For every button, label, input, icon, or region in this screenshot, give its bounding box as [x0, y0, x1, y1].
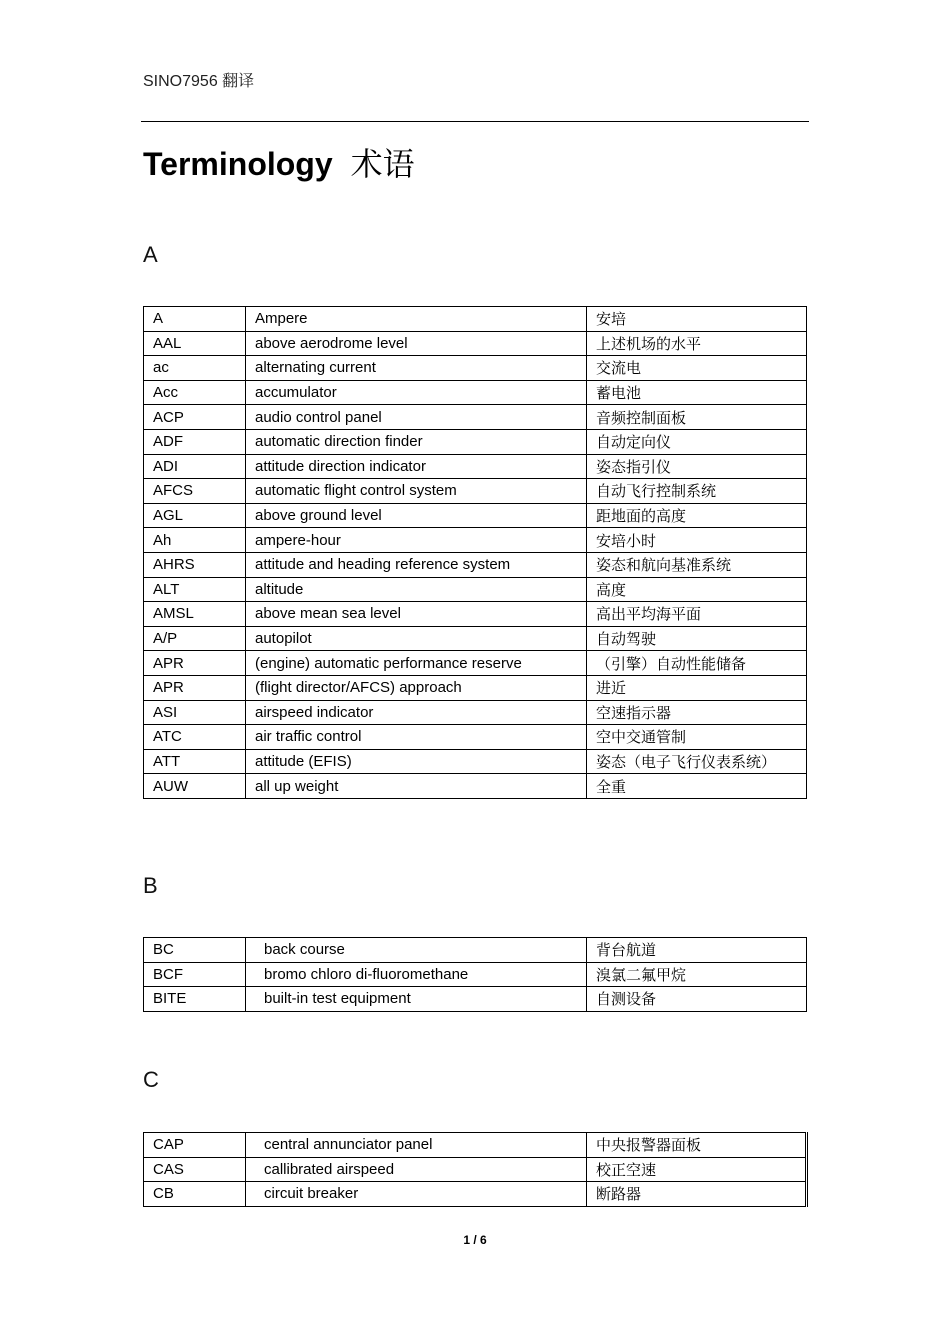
abbreviation-cell: CAP: [144, 1133, 246, 1158]
table-row: [144, 700, 807, 725]
english-term-cell: altitude: [246, 577, 587, 602]
table-row: [144, 749, 807, 774]
english-term-cell: above ground level: [246, 503, 587, 528]
abbreviation-cell: ATC: [144, 725, 246, 750]
chinese-term-cell: 自动驾驶: [587, 626, 807, 651]
english-term-cell: callibrated airspeed: [246, 1157, 587, 1182]
english-term-cell: airspeed indicator: [246, 700, 587, 725]
table-row: [144, 774, 807, 799]
chinese-term-cell: 自动飞行控制系统: [587, 479, 807, 504]
table-row: [144, 651, 807, 676]
abbreviation-cell: AGL: [144, 503, 246, 528]
chinese-term-cell: 空速指示器: [587, 700, 807, 725]
chinese-term-cell: 姿态（电子飞行仪表系统）: [587, 749, 807, 774]
chinese-term-cell: 交流电: [587, 356, 807, 381]
title-chinese: 术语: [350, 145, 415, 183]
section-heading-b: B: [143, 873, 158, 898]
abbreviation-cell: ASI: [144, 700, 246, 725]
page-header: SINO7956 翻译: [143, 73, 255, 90]
chinese-term-cell: 距地面的高度: [587, 503, 807, 528]
chinese-term-cell: 自测设备: [587, 987, 807, 1012]
chinese-term-cell: 背台航道: [587, 938, 807, 963]
english-term-cell: accumulator: [246, 380, 587, 405]
chinese-term-cell: 安培: [587, 307, 807, 332]
abbreviation-cell: ADF: [144, 429, 246, 454]
section-heading-c: C: [143, 1067, 159, 1092]
english-term-cell: above mean sea level: [246, 602, 587, 627]
abbreviation-cell: AHRS: [144, 552, 246, 577]
header-divider: [141, 121, 809, 122]
table-row: [144, 938, 807, 963]
english-term-cell: ampere-hour: [246, 528, 587, 553]
english-term-cell: all up weight: [246, 774, 587, 799]
chinese-term-cell: 姿态指引仪: [587, 454, 807, 479]
english-term-cell: air traffic control: [246, 725, 587, 750]
abbreviation-cell: BITE: [144, 987, 246, 1012]
abbreviation-cell: Acc: [144, 380, 246, 405]
table-row: [144, 380, 807, 405]
terms-table-c: [143, 1132, 808, 1207]
english-term-cell: (engine) automatic performance reserve: [246, 651, 587, 676]
table-row: [144, 962, 807, 987]
abbreviation-cell: AAL: [144, 331, 246, 356]
chinese-term-cell: 校正空速: [587, 1157, 807, 1182]
english-term-cell: above aerodrome level: [246, 331, 587, 356]
english-term-cell: automatic flight control system: [246, 479, 587, 504]
abbreviation-cell: ADI: [144, 454, 246, 479]
terms-table-a: [143, 306, 807, 799]
chinese-term-cell: 高度: [587, 577, 807, 602]
table-row: [144, 552, 807, 577]
section-heading-a: A: [143, 242, 158, 267]
table-row: [144, 602, 807, 627]
english-term-cell: automatic direction finder: [246, 429, 587, 454]
abbreviation-cell: BC: [144, 938, 246, 963]
table-row: [144, 454, 807, 479]
abbreviation-cell: AUW: [144, 774, 246, 799]
english-term-cell: Ampere: [246, 307, 587, 332]
chinese-term-cell: （引擎）自动性能储备: [587, 651, 807, 676]
table-row: [144, 307, 807, 332]
table-row: [144, 987, 807, 1012]
chinese-term-cell: 高出平均海平面: [587, 602, 807, 627]
english-term-cell: alternating current: [246, 356, 587, 381]
abbreviation-cell: A: [144, 307, 246, 332]
table-row: [144, 577, 807, 602]
abbreviation-cell: A/P: [144, 626, 246, 651]
abbreviation-cell: AFCS: [144, 479, 246, 504]
abbreviation-cell: BCF: [144, 962, 246, 987]
chinese-term-cell: 安培小时: [587, 528, 807, 553]
chinese-term-cell: 进近: [587, 675, 807, 700]
english-term-cell: bromo chloro di-fluoromethane: [246, 962, 587, 987]
chinese-term-cell: 上述机场的水平: [587, 331, 807, 356]
english-term-cell: attitude direction indicator: [246, 454, 587, 479]
table-row: [144, 675, 807, 700]
abbreviation-cell: APR: [144, 675, 246, 700]
chinese-term-cell: 音频控制面板: [587, 405, 807, 430]
chinese-term-cell: 中央报警器面板: [587, 1133, 807, 1158]
english-term-cell: built-in test equipment: [246, 987, 587, 1012]
table-row: [144, 331, 807, 356]
table-row: [144, 479, 807, 504]
chinese-term-cell: 全重: [587, 774, 807, 799]
abbreviation-cell: ACP: [144, 405, 246, 430]
chinese-term-cell: 蓄电池: [587, 380, 807, 405]
chinese-term-cell: 自动定向仪: [587, 429, 807, 454]
table-row: [144, 1133, 807, 1158]
table-row: [144, 356, 807, 381]
table-row: [144, 1182, 807, 1207]
page-title: [143, 140, 415, 188]
chinese-term-cell: 空中交通管制: [587, 725, 807, 750]
abbreviation-cell: CAS: [144, 1157, 246, 1182]
table-row: [144, 405, 807, 430]
abbreviation-cell: ATT: [144, 749, 246, 774]
english-term-cell: audio control panel: [246, 405, 587, 430]
title-english: Terminology: [143, 146, 333, 182]
chinese-term-cell: 溴氯二氟甲烷: [587, 962, 807, 987]
table-row: [144, 1157, 807, 1182]
table-row: [144, 626, 807, 651]
english-term-cell: back course: [246, 938, 587, 963]
english-term-cell: central annunciator panel: [246, 1133, 587, 1158]
english-term-cell: attitude (EFIS): [246, 749, 587, 774]
english-term-cell: autopilot: [246, 626, 587, 651]
chinese-term-cell: 姿态和航向基准系统: [587, 552, 807, 577]
abbreviation-cell: CB: [144, 1182, 246, 1207]
table-row: [144, 528, 807, 553]
abbreviation-cell: ac: [144, 356, 246, 381]
english-term-cell: circuit breaker: [246, 1182, 587, 1207]
terms-table-b: [143, 937, 807, 1012]
table-row: [144, 429, 807, 454]
abbreviation-cell: ALT: [144, 577, 246, 602]
page-number: 1 / 6: [463, 1233, 487, 1247]
abbreviation-cell: Ah: [144, 528, 246, 553]
table-row: [144, 725, 807, 750]
chinese-term-cell: 断路器: [587, 1182, 807, 1207]
table-row: [144, 503, 807, 528]
english-term-cell: (flight director/AFCS) approach: [246, 675, 587, 700]
english-term-cell: attitude and heading reference system: [246, 552, 587, 577]
abbreviation-cell: AMSL: [144, 602, 246, 627]
abbreviation-cell: APR: [144, 651, 246, 676]
